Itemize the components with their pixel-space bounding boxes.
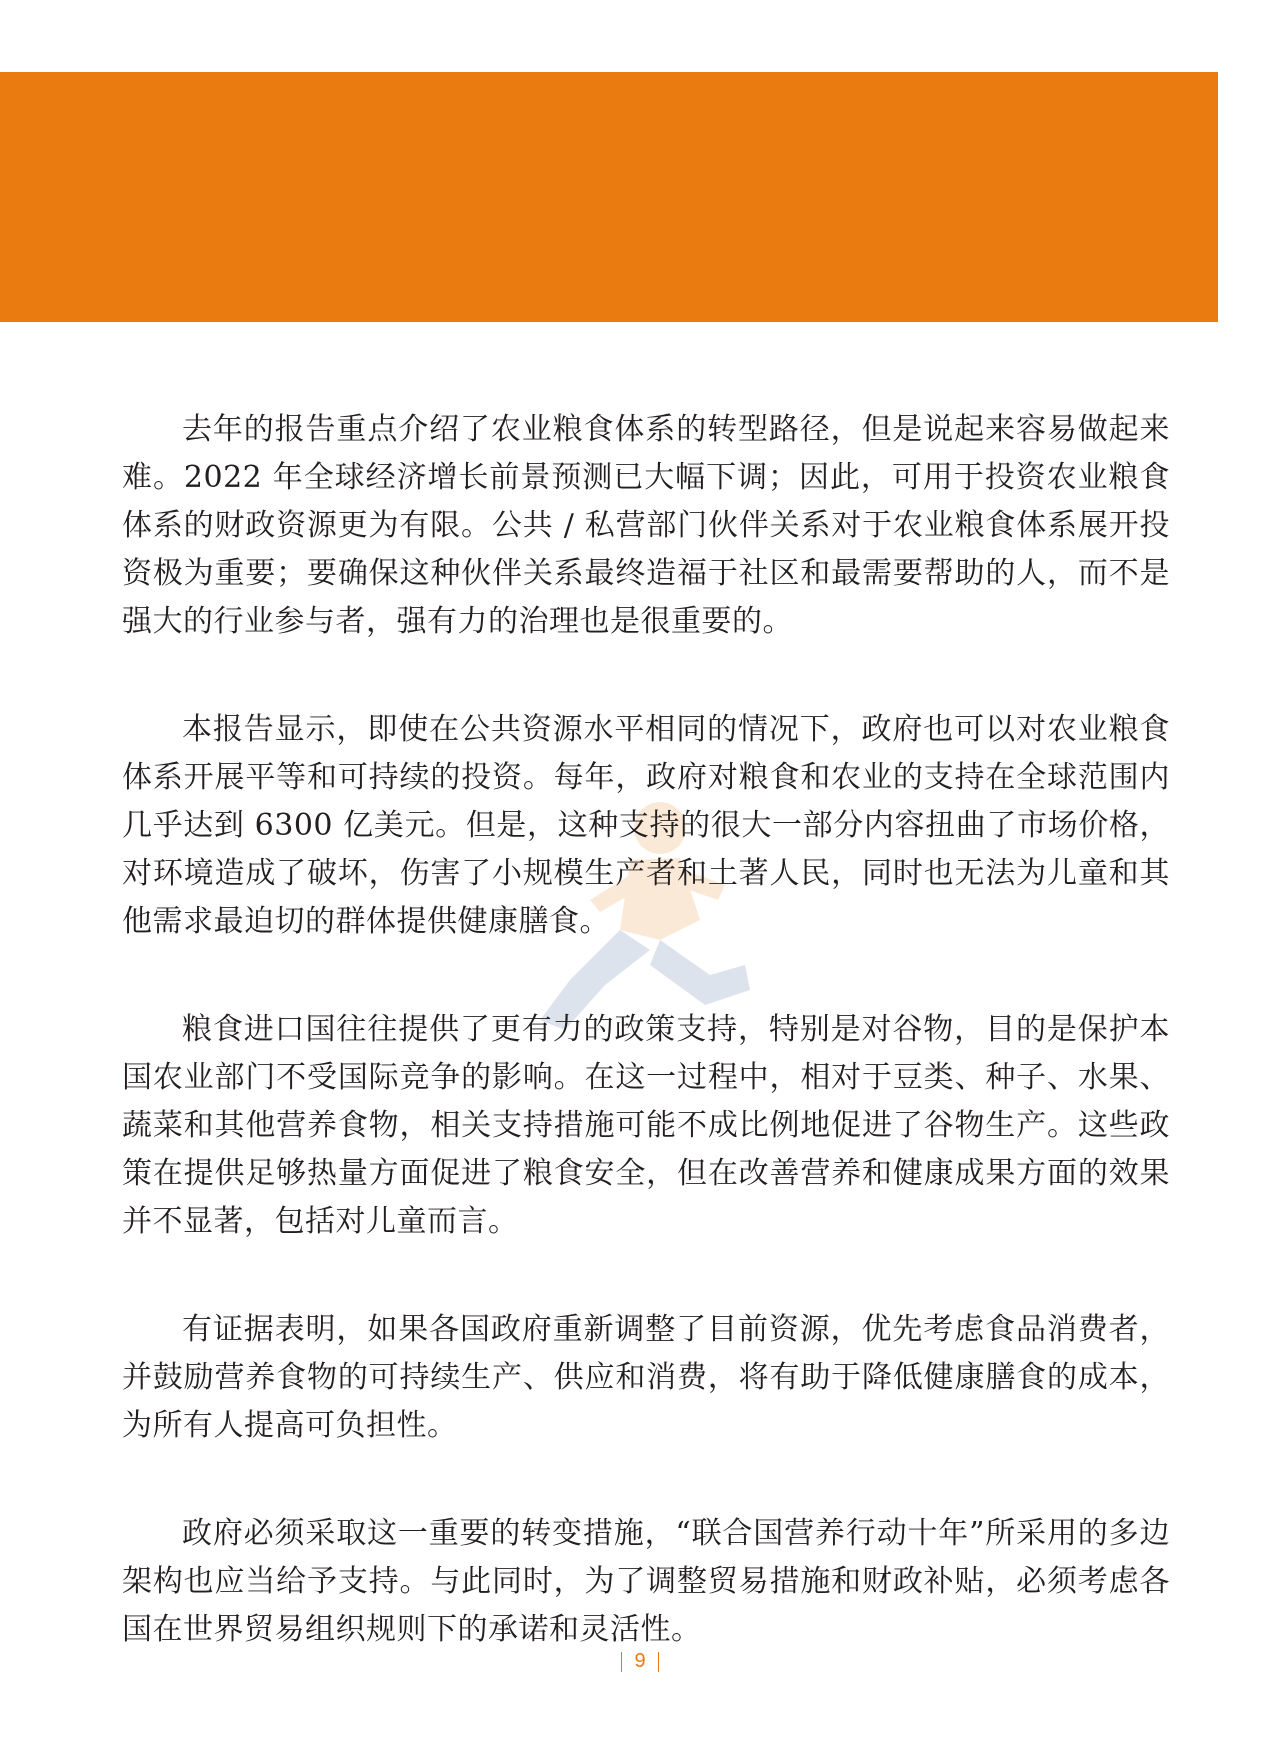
paragraph: 政府必须采取这一重要的转变措施，“联合国营养行动十年”所采用的多边架构也应当给予支持。与此同时，为了调整贸易措施和财政补贴，必须考虑各国在世界贸易组织规则下的承诺和灵活性。: [122, 1516, 1170, 1647]
header-band: [0, 72, 1218, 322]
paragraph: 本报告显示，即使在公共资源水平相同的情况下，政府也可以对农业粮食体系开展平等和可持续的投资。每年，政府对粮食和农业的支持在全球范围内几乎达到 6300 亿美元。但是，这种支持的很大一部分内容扭曲了市场价格，对环境造成了破坏，伤害了小规模生产者和土著人民，同时也无法为儿童和其他需求最迫切的群体提供健康膳食。: [122, 712, 1170, 939]
paragraph: 去年的报告重点介绍了农业粮食体系的转型路径，但是说起来容易做起来难。2022 年全球经济增长前景预测已大幅下调；因此，可用于投资农业粮食体系的财政资源更为有限。公共 / 私营部门伙伴关系对于农业粮食体系展开投资极为重要；要确保这种伙伴关系最终造福于社区和最需要帮助的人，而不是强大的行业参与者，强有力的治理也是很重要的。: [122, 412, 1170, 639]
page-number-value: 9: [634, 1650, 646, 1673]
paragraph: 有证据表明，如果各国政府重新调整了目前资源，优先考虑食品消费者，并鼓励营养食物的可持续生产、供应和消费，将有助于降低健康膳食的成本，为所有人提高可负担性。: [122, 1312, 1170, 1443]
main-text: [122, 406, 1170, 1714]
paragraph: 粮食进口国往往提供了更有力的政策支持，特别是对谷物，目的是保护本国农业部门不受国际竞争的影响。在这一过程中，相对于豆类、种子、水果、蔬菜和其他营养食物，相关支持措施可能不成比例地促进了谷物生产。这些政策在提供足够热量方面促进了粮食安全，但在改善营养和健康成果方面的效果并不显著，包括对儿童而言。: [122, 1012, 1170, 1239]
